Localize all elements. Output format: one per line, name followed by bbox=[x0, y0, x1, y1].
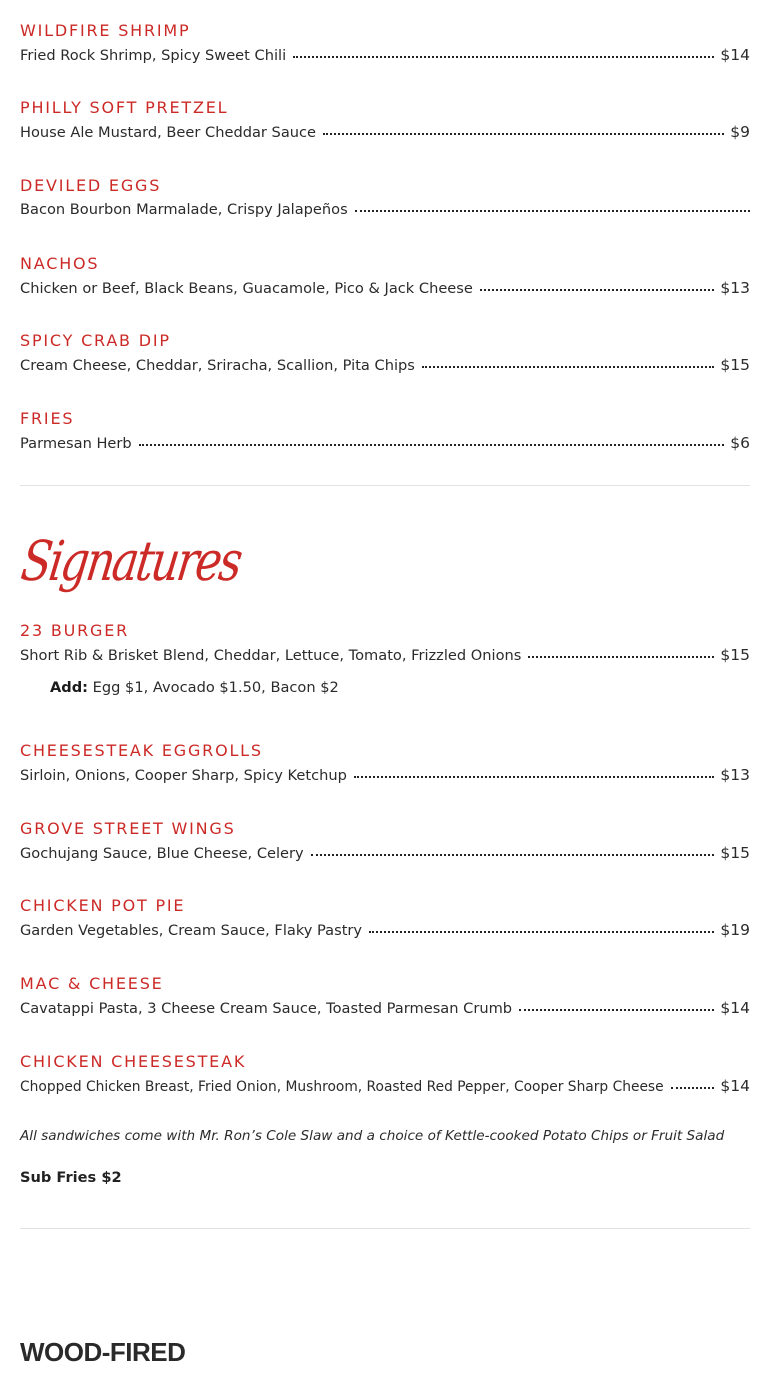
item-description: Chicken or Beef, Black Beans, Guacamole, Pico & Jack Cheese bbox=[20, 280, 473, 297]
item-price: $14 bbox=[720, 1077, 750, 1095]
menu-item-fries bbox=[20, 409, 750, 458]
dot-leader bbox=[311, 854, 715, 856]
item-description: Fried Rock Shrimp, Spicy Sweet Chili bbox=[20, 47, 287, 64]
menu-item-cheesesteak-eggrolls bbox=[20, 741, 750, 790]
item-title: 23 BURGER bbox=[20, 621, 130, 640]
item-title: PHILLY SOFT PRETZEL bbox=[20, 98, 229, 117]
menu-item-mac-and-cheese bbox=[20, 974, 750, 1023]
menu-item-chicken-pot-pie bbox=[20, 896, 750, 945]
dot-leader bbox=[355, 210, 750, 212]
item-title: CHICKEN POT PIE bbox=[20, 896, 186, 915]
item-title: DEVILED EGGS bbox=[20, 176, 162, 195]
item-title: WILDFIRE SHRIMP bbox=[20, 21, 191, 40]
addon-options: Egg $1, Avocado $1.50, Bacon $2 bbox=[92, 679, 339, 696]
item-title: FRIES bbox=[20, 409, 75, 428]
item-description: Cavatappi Pasta, 3 Cheese Cream Sauce, Toasted Parmesan Crumb bbox=[20, 1000, 513, 1017]
item-price: $6 bbox=[730, 434, 750, 452]
wood-fired-heading: WOOD-FIRED bbox=[20, 1337, 186, 1367]
item-price: $14 bbox=[720, 999, 750, 1017]
item-description: Garden Vegetables, Cream Sauce, Flaky Pastry bbox=[20, 922, 363, 939]
dot-leader bbox=[422, 366, 715, 368]
item-price: $13 bbox=[720, 279, 750, 297]
item-title: GROVE STREET WINGS bbox=[20, 819, 236, 838]
menu-item-wildfire-shrimp bbox=[20, 21, 750, 70]
item-description: Sirloin, Onions, Cooper Sharp, Spicy Ketchup bbox=[20, 767, 347, 784]
item-price: $15 bbox=[720, 844, 750, 862]
item-title: SPICY CRAB DIP bbox=[20, 331, 171, 350]
item-price: $14 bbox=[720, 46, 750, 64]
menu-item-philly-soft-pretzel bbox=[20, 98, 750, 147]
dot-leader bbox=[480, 289, 715, 291]
section-divider bbox=[20, 485, 750, 486]
dot-leader bbox=[519, 1009, 714, 1011]
dot-leader bbox=[139, 444, 725, 446]
menu-item-spicy-crab-dip bbox=[20, 331, 750, 380]
item-description: House Ale Mustard, Beer Cheddar Sauce bbox=[20, 124, 317, 141]
sandwich-note: All sandwiches come with Mr. Ron’s Cole Slaw and a choice of Kettle-cooked Potato Chips or Fruit Salad bbox=[20, 1128, 725, 1144]
menu-item-23-burger bbox=[20, 621, 750, 670]
item-price: $19 bbox=[720, 921, 750, 939]
item-price: $9 bbox=[730, 123, 750, 141]
item-title: CHICKEN CHEESESTEAK bbox=[20, 1052, 247, 1071]
dot-leader bbox=[293, 56, 714, 58]
addon-label: Add: bbox=[50, 679, 89, 696]
dot-leader bbox=[528, 656, 714, 658]
menu-item-chicken-cheesesteak bbox=[20, 1052, 750, 1101]
menu-item-nachos bbox=[20, 254, 750, 303]
item-title: NACHOS bbox=[20, 254, 100, 273]
dot-leader bbox=[671, 1087, 715, 1089]
item-description: Parmesan Herb bbox=[20, 435, 132, 452]
item-price: $15 bbox=[720, 646, 750, 664]
signatures-heading: Signatures bbox=[17, 530, 245, 594]
item-title: MAC & CHEESE bbox=[20, 974, 164, 993]
burger-addons bbox=[50, 679, 750, 696]
item-description: Chopped Chicken Breast, Fried Onion, Mushroom, Roasted Red Pepper, Cooper Sharp Cheese bbox=[20, 1079, 664, 1095]
item-price: $15 bbox=[720, 356, 750, 374]
item-description: Bacon Bourbon Marmalade, Crispy Jalapeños bbox=[20, 201, 348, 218]
dot-leader bbox=[323, 133, 724, 135]
item-description: Cream Cheese, Cheddar, Sriracha, Scallion, Pita Chips bbox=[20, 357, 415, 374]
sub-fries-note: Sub Fries $2 bbox=[20, 1169, 122, 1186]
section-divider bbox=[20, 1228, 750, 1229]
menu-item-deviled-eggs bbox=[20, 176, 750, 225]
dot-leader bbox=[354, 776, 715, 778]
dot-leader bbox=[369, 931, 714, 933]
item-description: Short Rib & Brisket Blend, Cheddar, Lettuce, Tomato, Frizzled Onions bbox=[20, 647, 522, 664]
item-title: CHEESESTEAK EGGROLLS bbox=[20, 741, 263, 760]
item-price: $13 bbox=[720, 766, 750, 784]
item-description: Gochujang Sauce, Blue Cheese, Celery bbox=[20, 845, 304, 862]
menu-item-grove-street-wings bbox=[20, 819, 750, 868]
